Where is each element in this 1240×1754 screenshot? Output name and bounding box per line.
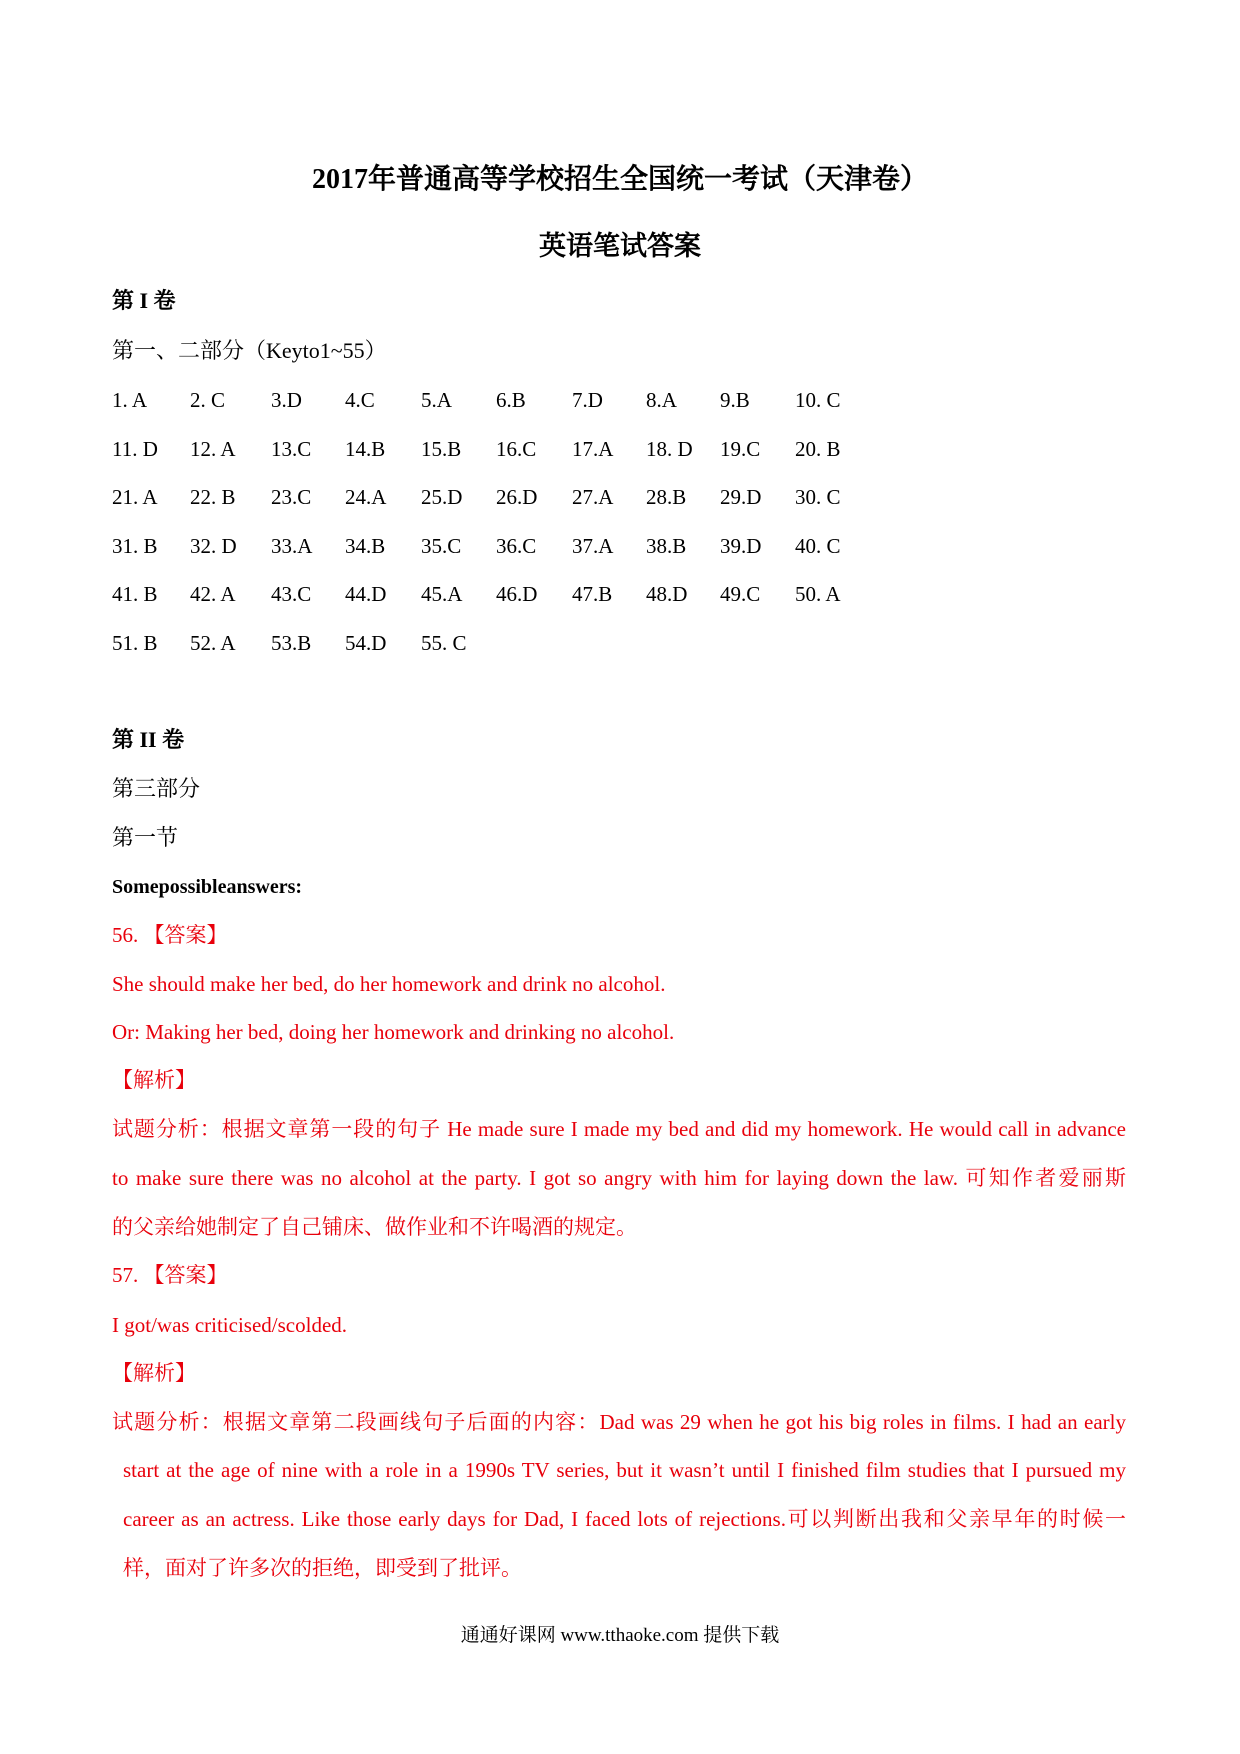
page-subtitle: 英语笔试答案 bbox=[539, 231, 701, 261]
answer-item: 16.C bbox=[496, 436, 537, 461]
answer-item: 14.B bbox=[345, 436, 386, 461]
q56-analysis-line: 的父亲给她制定了自己铺床、做作业和不许喝酒的规定。 bbox=[112, 1215, 637, 1239]
part2-heading: 第 II 卷 bbox=[112, 727, 185, 752]
answer-item: 29.D bbox=[720, 485, 762, 509]
answer-item: 50. A bbox=[795, 582, 841, 606]
answer-item: 3.D bbox=[271, 388, 302, 412]
answer-item: 12. A bbox=[190, 436, 236, 461]
answer-item: 17.A bbox=[572, 436, 614, 461]
answer-item: 6.B bbox=[496, 388, 526, 412]
part2-subsection: 第一节 bbox=[112, 825, 179, 850]
answer-item: 1. A bbox=[112, 388, 148, 412]
answer-item: 49.C bbox=[720, 582, 761, 606]
answer-item: 24.A bbox=[345, 485, 387, 509]
q56-analysis-label: 【解析】 bbox=[112, 1068, 196, 1092]
answer-item: 34.B bbox=[345, 533, 386, 558]
answer-item: 22. B bbox=[190, 485, 236, 509]
answer-item: 13.C bbox=[271, 436, 312, 461]
answer-item: 40. C bbox=[795, 533, 841, 558]
q57-label: 57. 【答案】 bbox=[112, 1263, 228, 1287]
answer-item: 7.D bbox=[572, 388, 603, 412]
answer-item: 53.B bbox=[271, 630, 312, 655]
answer-item: 20. B bbox=[795, 436, 841, 461]
q56-answer-alt: Or: Making her bed, doing her homework and drinking no alcohol. bbox=[112, 1020, 675, 1044]
answer-item: 31. B bbox=[112, 533, 158, 558]
answer-item: 43.C bbox=[271, 582, 312, 606]
answer-item: 26.D bbox=[496, 485, 538, 509]
answer-item: 15.B bbox=[421, 436, 462, 461]
answer-item: 42. A bbox=[190, 582, 236, 606]
answer-item: 54.D bbox=[345, 630, 387, 655]
answer-item: 35.C bbox=[421, 533, 462, 558]
q57-answer: I got/was criticised/scolded. bbox=[112, 1313, 348, 1337]
answer-item: 23.C bbox=[271, 485, 312, 509]
answer-item: 51. B bbox=[112, 630, 158, 655]
answer-item: 32. D bbox=[190, 533, 237, 558]
answer-item: 2. C bbox=[190, 388, 226, 412]
answer-item: 46.D bbox=[496, 582, 538, 606]
answer-item: 30. C bbox=[795, 485, 841, 509]
q56-analysis-line: 试题分析：根据文章第一段的句子 He made sure I made my bed and did my homework. He would call in advance bbox=[112, 1117, 1126, 1141]
answer-item: 52. A bbox=[190, 630, 236, 655]
answer-item: 19.C bbox=[720, 436, 761, 461]
q56-answer: She should make her bed, do her homework and drink no alcohol. bbox=[112, 972, 666, 996]
q56-label: 56. 【答案】 bbox=[112, 923, 228, 947]
part1-heading: 第 I 卷 bbox=[112, 288, 176, 313]
answer-item: 4.C bbox=[345, 388, 375, 412]
answer-item: 48.D bbox=[646, 582, 688, 606]
answer-item: 27.A bbox=[572, 485, 614, 509]
answer-item: 55. C bbox=[421, 630, 467, 655]
answer-item: 10. C bbox=[795, 388, 841, 412]
part1-section: 第一、二部分（Keyto1~55） bbox=[112, 338, 387, 363]
answer-item: 36.C bbox=[496, 533, 537, 558]
answer-item: 47.B bbox=[572, 582, 613, 606]
answer-item: 33.A bbox=[271, 533, 313, 558]
answer-item: 41. B bbox=[112, 582, 158, 606]
answer-item: 21. A bbox=[112, 485, 158, 509]
page-title: 2017年普通高等学校招生全国统一考试（天津卷） bbox=[311, 164, 928, 195]
answer-item: 18. D bbox=[646, 436, 693, 461]
q57-analysis-label: 【解析】 bbox=[112, 1361, 196, 1385]
q57-analysis-line: 试题分析：根据文章第二段画线句子后面的内容：Dad was 29 when he got his big roles in films. I had an early bbox=[112, 1410, 1126, 1434]
answer-item: 5.A bbox=[421, 388, 452, 412]
q57-analysis-line: career as an actress. Like those early days for Dad, I faced lots of rejections.可以判断出我和父亲早年的时候一 bbox=[123, 1507, 1126, 1531]
answer-item: 45.A bbox=[421, 582, 463, 606]
answer-item: 8.A bbox=[646, 388, 677, 412]
q57-analysis-line: 样，面对了许多次的拒绝，即受到了批评。 bbox=[123, 1556, 522, 1580]
answer-item: 44.D bbox=[345, 582, 387, 606]
answer-item: 11. D bbox=[112, 436, 158, 461]
q57-analysis-line: start at the age of nine with a role in a 1990s TV series, but it wasn’t until I finished film studies that I pursued my bbox=[123, 1458, 1126, 1482]
answer-item: 38.B bbox=[646, 533, 687, 558]
q56-analysis-line: to make sure there was no alcohol at the party. I got so angry with him for laying down the law. 可知作者爱丽斯 bbox=[112, 1166, 1126, 1190]
answer-item: 39.D bbox=[720, 533, 762, 558]
answer-item: 25.D bbox=[421, 485, 463, 509]
answer-item: 9.B bbox=[720, 388, 750, 412]
intro-text: Somepossibleanswers: bbox=[112, 876, 303, 898]
answer-item: 37.A bbox=[572, 533, 614, 558]
answer-item: 28.B bbox=[646, 485, 687, 509]
part2-section: 第三部分 bbox=[112, 776, 201, 801]
page-footer: 通通好课网 www.tthaoke.com 提供下载 bbox=[460, 1625, 780, 1646]
